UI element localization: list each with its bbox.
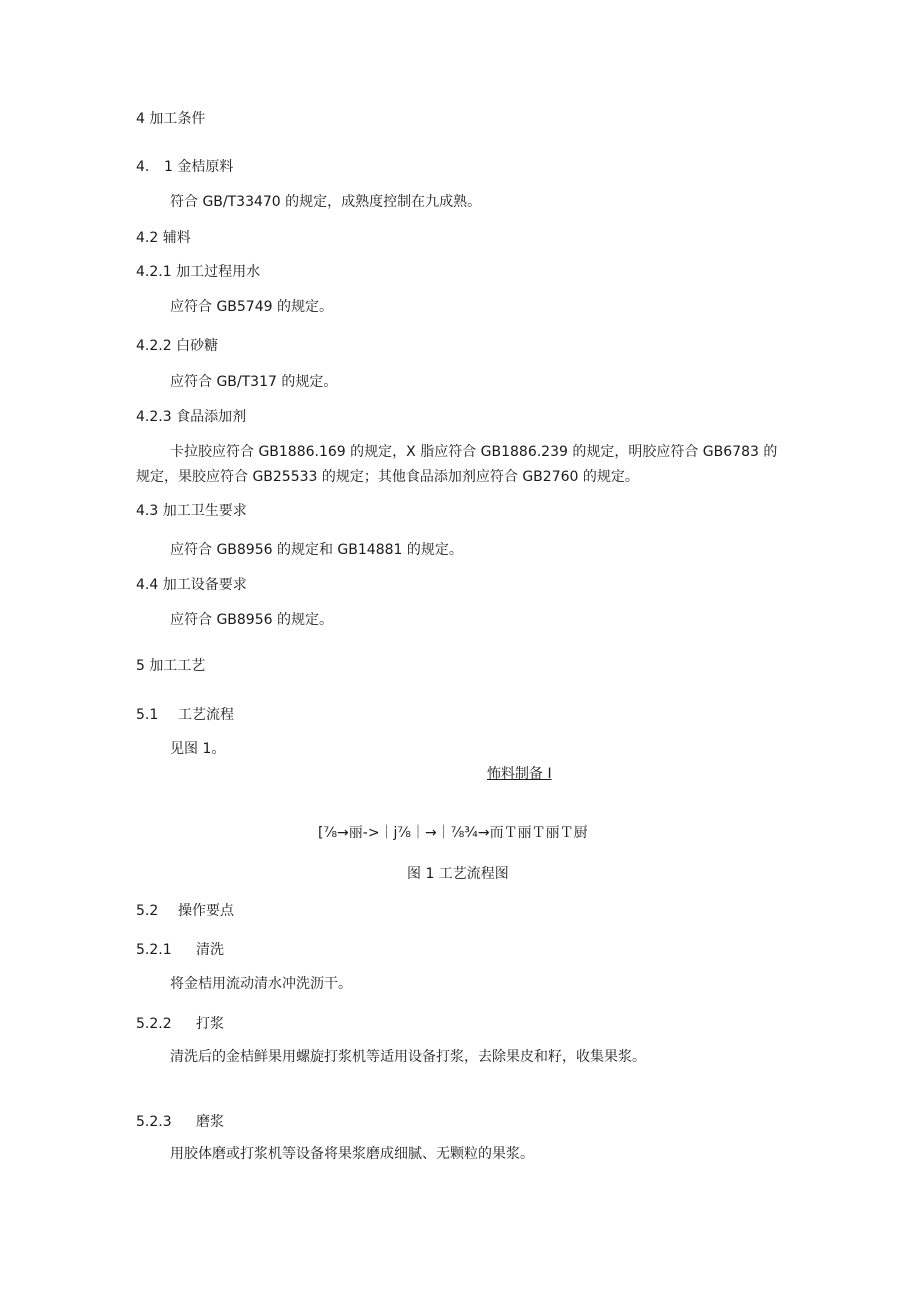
flow-main-line: [⅞→丽->｜j⅞｜→｜⅞¾→而Ｔ丽Ｔ丽Ｔ厨 <box>318 825 588 841</box>
heading-5-2-title: 操作要点 <box>178 903 234 919</box>
heading-5-1 <box>136 706 234 724</box>
paragraph-4-2-3-line2: 规定，果胶应符合 GB25533 的规定；其他食品添加剂应符合 GB2760 的规定。 <box>136 469 639 485</box>
heading-4-2-3: 4.2.3 食品添加剂 <box>136 409 247 425</box>
heading-5-2-number: 5.2 <box>136 903 159 919</box>
heading-4-1-title: 1 金桔原料 <box>164 159 234 175</box>
heading-5-2-2 <box>136 1015 224 1033</box>
heading-5-1-title: 工艺流程 <box>178 707 234 723</box>
paragraph-5-2-1: 将金桔用流动清水冲洗沥干。 <box>170 976 352 992</box>
heading-5-1-number: 5.1 <box>136 707 159 723</box>
heading-4-4: 4.4 加工设备要求 <box>136 577 247 593</box>
paragraph-5-2-2: 清洗后的金桔鲜果用螺旋打浆机等适用设备打浆，去除果皮和籽，收集果浆。 <box>170 1049 646 1065</box>
heading-5-2-3 <box>136 1113 224 1131</box>
heading-5-2-3-title: 磨浆 <box>196 1114 224 1130</box>
heading-4: 4 加工条件 <box>136 111 206 127</box>
paragraph-4-2-3-line1: 卡拉胶应符合 GB1886.169 的规定，X 脂应符合 GB1886.239 的规定，明胶应符合 GB6783 的 <box>170 444 778 460</box>
heading-5-2-3-number: 5.2.3 <box>136 1114 172 1130</box>
heading-4-1 <box>136 158 233 176</box>
figure-caption: 图 1 工艺流程图 <box>407 866 509 882</box>
paragraph-5-2-3: 用胶体磨或打浆机等设备将果浆磨成细腻、无颗粒的果浆。 <box>170 1146 534 1162</box>
paragraph-4-3: 应符合 GB8956 的规定和 GB14881 的规定。 <box>170 542 463 558</box>
heading-5-2 <box>136 902 234 920</box>
heading-4-2-1: 4.2.1 加工过程用水 <box>136 264 261 280</box>
paragraph-4-1: 符合 GB/T33470 的规定，成熟度控制在九成熟。 <box>170 194 482 210</box>
paragraph-4-4: 应符合 GB8956 的规定。 <box>170 612 333 628</box>
heading-5-2-2-title: 打浆 <box>196 1016 224 1032</box>
heading-5-2-1 <box>136 941 224 959</box>
heading-4-1-number: 4. <box>136 159 150 175</box>
heading-5-2-1-title: 清洗 <box>196 942 224 958</box>
heading-4-2: 4.2 辅料 <box>136 230 191 246</box>
paragraph-4-2-2: 应符合 GB/T317 的规定。 <box>170 374 338 390</box>
heading-4-3: 4.3 加工卫生要求 <box>136 503 247 519</box>
paragraph-5-1: 见图 1。 <box>170 741 226 757</box>
heading-5: 5 加工工艺 <box>136 658 206 674</box>
heading-4-2-2: 4.2.2 白砂糖 <box>136 338 219 354</box>
paragraph-4-2-1: 应符合 GB5749 的规定。 <box>170 299 333 315</box>
heading-5-2-1-number: 5.2.1 <box>136 942 172 958</box>
flow-top-label: 怖料制备 I <box>487 766 552 782</box>
heading-5-2-2-number: 5.2.2 <box>136 1016 172 1032</box>
